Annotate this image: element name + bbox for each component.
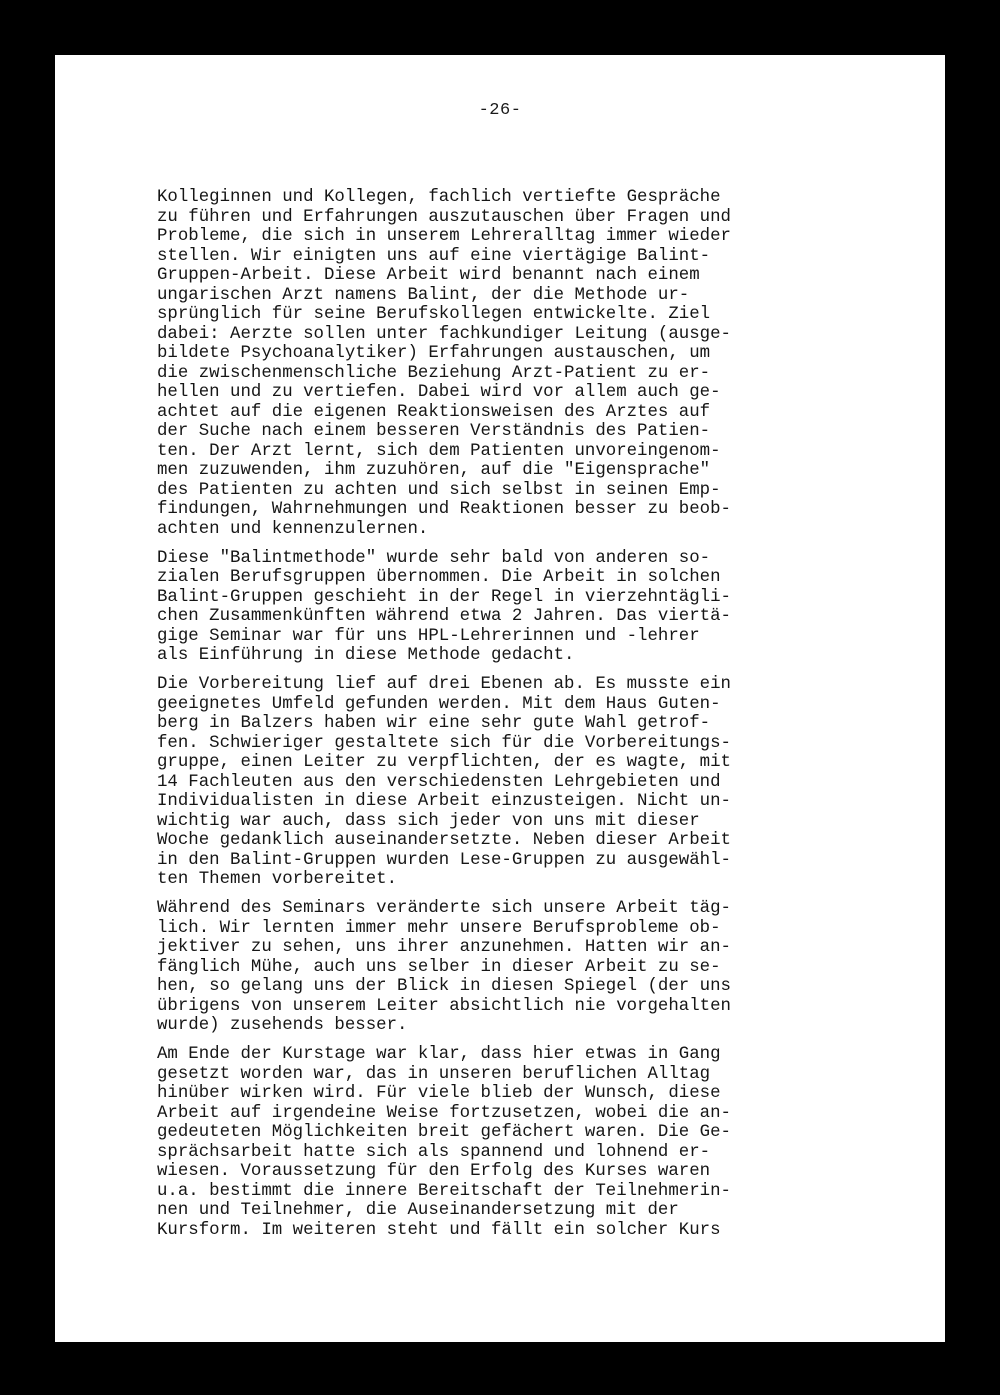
text-line: achten und kennenzulernen. <box>157 519 429 539</box>
text-line: hellen und zu vertiefen. Dabei wird vor allem auch ge- <box>157 383 721 402</box>
paragraph <box>157 549 837 666</box>
text-line: ten. Der Arzt lernt, sich dem Patienten unvoreingenom- <box>157 441 721 461</box>
text-line: des Patienten zu achten und sich selbst in seinen Emp- <box>157 480 721 500</box>
paragraph <box>157 899 837 1036</box>
text-line: achtet auf die eigenen Reaktionsweisen des Arztes auf <box>157 402 711 422</box>
text-line: sprünglich für seine Berufskollegen entwickelte. Ziel <box>157 305 711 324</box>
text-line: Probleme, die sich in unserem Lehreralltag immer wieder <box>157 227 731 246</box>
text-line: ten Themen vorbereitet. <box>157 870 398 889</box>
body-text <box>157 188 837 1250</box>
paragraph <box>157 1045 837 1240</box>
text-line: lich. Wir lernten immer mehr unsere Berufsprobleme ob- <box>157 918 721 938</box>
document-page <box>55 55 945 1342</box>
text-line: Während des Seminars veränderte sich unsere Arbeit täg- <box>157 899 731 918</box>
text-line: Kursform. Im weiteren steht und fällt ein solcher Kurs <box>157 1220 721 1240</box>
text-line: dabei: Aerzte sollen unter fachkundiger Leitung (ausge- <box>157 324 731 344</box>
text-line: nen und Teilnehmer, die Auseinandersetzung mit der <box>157 1201 679 1220</box>
text-line: fen. Schwieriger gestaltete sich für die Vorbereitungs- <box>157 733 731 753</box>
text-line: zialen Berufsgruppen übernommen. Die Arbeit in solchen <box>157 568 721 587</box>
text-line: men zuzuwenden, ihm zuzuhören, auf die "Eigensprache" <box>157 461 711 480</box>
text-line: Arbeit auf irgendeine Weise fortzusetzen, wobei die an- <box>157 1103 731 1123</box>
paragraph <box>157 675 837 890</box>
text-line: gesetzt worden war, das in unseren beruflichen Alltag <box>157 1064 711 1084</box>
text-line: wichtig war auch, dass sich jeder von uns mit dieser <box>157 811 700 831</box>
text-line: Gruppen-Arbeit. Diese Arbeit wird benannt nach einem <box>157 266 700 285</box>
text-line: wurde) zusehends besser. <box>157 1016 408 1035</box>
text-line: in den Balint-Gruppen wurden Lese-Gruppen zu ausgewähl- <box>157 850 731 870</box>
text-line: übrigens von unserem Leiter absichtlich nie vorgehalten <box>157 996 731 1016</box>
text-line: stellen. Wir einigten uns auf eine viertägige Balint- <box>157 246 711 266</box>
text-line: Die Vorbereitung lief auf drei Ebenen ab. Es musste ein <box>157 675 731 694</box>
text-line: berg in Balzers haben wir eine sehr gute Wahl getrof- <box>157 714 711 733</box>
paragraph <box>157 188 837 539</box>
page-number: -26- <box>478 101 522 120</box>
text-line: der Suche nach einem besseren Verständnis des Patien- <box>157 422 711 441</box>
text-line: Balint-Gruppen geschieht in der Regel in vierzehntägli- <box>157 587 731 607</box>
text-line: sprächsarbeit hatte sich als spannend und lohnend er- <box>157 1142 711 1162</box>
text-line: hinüber wirken wird. Für viele blieb der Wunsch, diese <box>157 1084 721 1103</box>
text-line: findungen, Wahrnehmungen und Reaktionen besser zu beob- <box>157 500 731 519</box>
text-line: jektiver zu sehen, uns ihrer anzunehmen. Hatten wir an- <box>157 938 731 957</box>
text-line: Am Ende der Kurstage war klar, dass hier etwas in Gang <box>157 1045 721 1064</box>
text-line: fänglich Mühe, auch uns selber in dieser Arbeit zu se- <box>157 957 721 977</box>
text-line: geeignetes Umfeld gefunden werden. Mit dem Haus Guten- <box>157 694 721 714</box>
text-line: Diese "Balintmethode" wurde sehr bald von anderen so- <box>157 548 711 568</box>
text-line: gedeuteten Möglichkeiten breit gefächert waren. Die Ge- <box>157 1123 731 1142</box>
text-line: ungarischen Arzt namens Balint, der die Methode ur- <box>157 285 690 305</box>
text-line: gruppe, einen Leiter zu verpflichten, der es wagte, mit <box>157 753 731 772</box>
text-line: Woche gedanklich auseinandersetzte. Neben dieser Arbeit <box>157 831 731 850</box>
text-line: u.a. bestimmt die innere Bereitschaft der Teilnehmerin- <box>157 1181 731 1201</box>
text-line: die zwischenmenschliche Beziehung Arzt-Patient zu er- <box>157 363 711 383</box>
text-line: Individualisten in diese Arbeit einzusteigen. Nicht un- <box>157 792 731 811</box>
text-line: chen Zusammenkünften während etwa 2 Jahren. Das viertä- <box>157 607 731 626</box>
text-line: Kolleginnen und Kollegen, fachlich vertiefte Gespräche <box>157 188 721 207</box>
text-line: 14 Fachleuten aus den verschiedensten Lehrgebieten und <box>157 772 721 792</box>
text-line: bildete Psychoanalytiker) Erfahrungen austauschen, um <box>157 344 711 363</box>
text-line: als Einführung in diese Methode gedacht. <box>157 646 575 665</box>
text-line: gige Seminar war für uns HPL-Lehrerinnen und -lehrer <box>157 626 700 646</box>
text-line: hen, so gelang uns der Blick in diesen Spiegel (der uns <box>157 977 731 996</box>
text-line: wiesen. Voraussetzung für den Erfolg des Kurses waren <box>157 1162 711 1181</box>
text-line: zu führen und Erfahrungen auszutauschen über Fragen und <box>157 207 731 227</box>
